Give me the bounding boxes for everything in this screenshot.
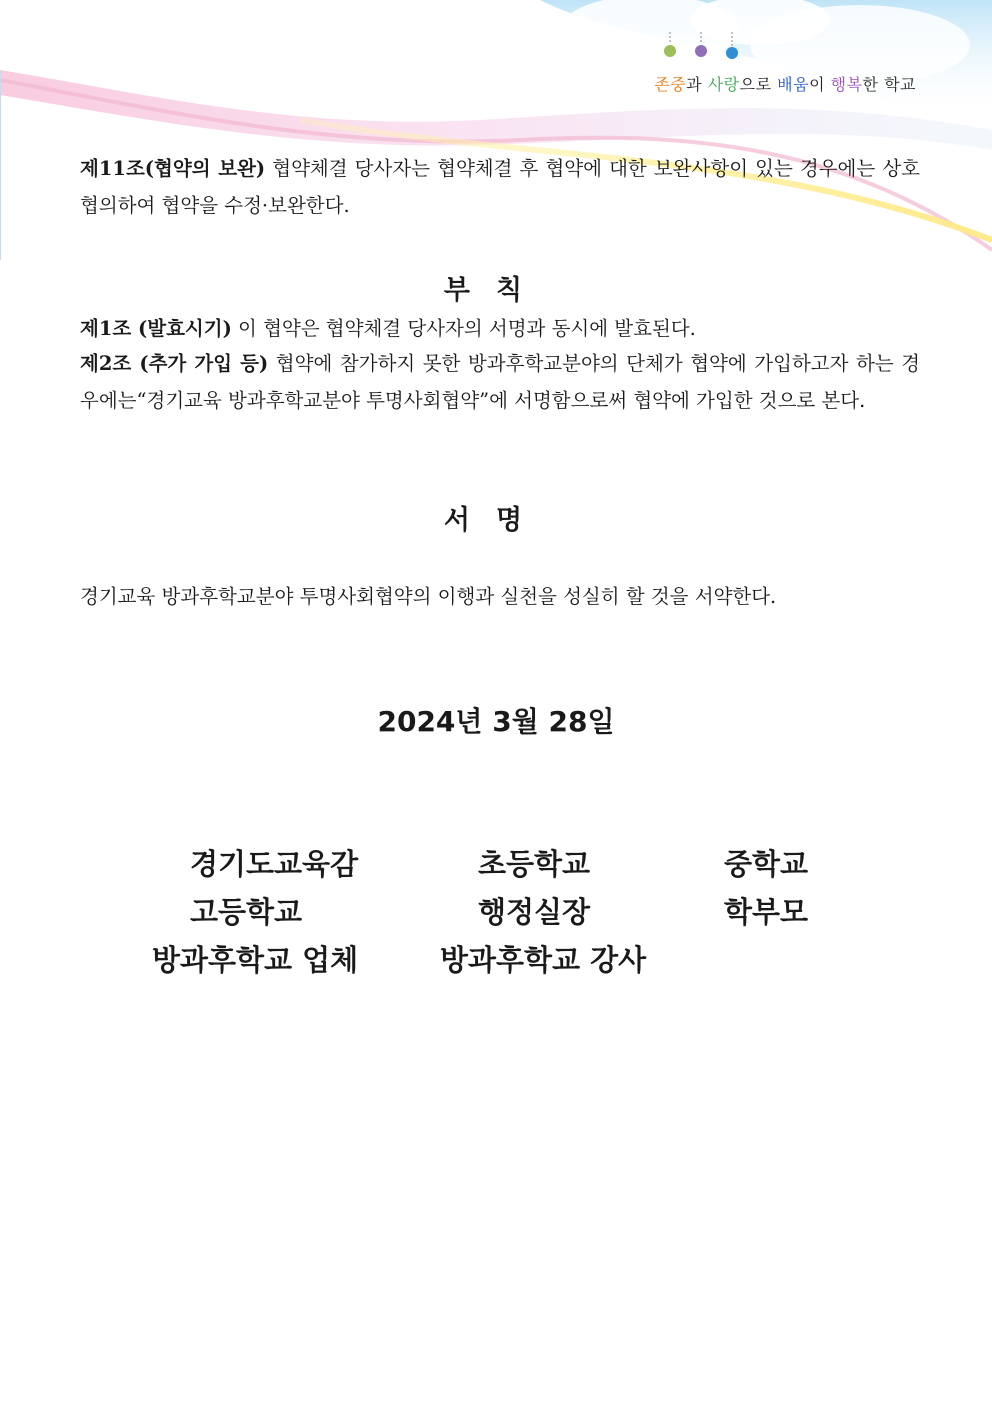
article-11-title: 제11조(협약의 보완) — [80, 157, 266, 180]
green-dot-icon — [664, 45, 676, 57]
signatory: 행정실장 — [478, 895, 591, 929]
supplementary-heading: 부칙 — [443, 275, 549, 306]
supplementary-article-1 — [80, 310, 920, 347]
motto-part: 사랑 — [707, 75, 740, 94]
signatory: 경기도교육감 — [190, 847, 359, 881]
article-11 — [80, 150, 920, 224]
pledge-text: 경기교육 방과후학교분야 투명사회협약의 이행과 실천을 성실히 할 것을 서약한다. — [80, 585, 777, 608]
supplementary-article-2 — [80, 345, 920, 419]
motto-part: 으로 — [739, 75, 778, 94]
signatory: 중학교 — [724, 847, 809, 881]
signatory: 방과후학교 강사 — [440, 943, 647, 977]
motto-part: 이 — [809, 75, 831, 94]
signatory: 학부모 — [724, 895, 809, 929]
motto-part: 존중 — [654, 75, 687, 94]
motto-part: 배움 — [777, 75, 810, 94]
motto-part: 행복 — [830, 75, 863, 94]
blue-dot-icon — [726, 47, 738, 59]
header-decoration — [0, 0, 992, 270]
article-1-title: 제1조 (발효시기) — [80, 317, 232, 340]
article-1-body: 이 협약은 협약체결 당사자의 서명과 동시에 발효된다. — [231, 317, 696, 340]
purple-dot-icon — [695, 45, 707, 57]
motto-part: 한 학교 — [862, 75, 916, 94]
signature-heading: 서명 — [443, 505, 549, 536]
article-2-body: 협약에 참가하지 못한 방과후학교분야의 단체가 협약에 가입하고자 하는 경우에는“경기교육 방과후학교분야 투명사회협약”에 서명함으로써 협약에 가입한 것으로 본다. — [80, 352, 921, 412]
signing-date: 2024년 3월 28일 — [377, 705, 615, 738]
signatory: 고등학교 — [190, 895, 303, 929]
signatory: 방과후학교 업체 — [152, 943, 359, 977]
article-11-body: 협약체결 당사자는 협약체결 후 협약에 대한 보완사항이 있는 경우에는 상호 협의하여 협약을 수정·보완한다. — [80, 157, 920, 217]
motto-part: 과 — [686, 75, 708, 94]
school-motto — [654, 72, 916, 95]
signatory: 초등학교 — [478, 847, 591, 881]
article-2-title: 제2조 (추가 가입 등) — [80, 352, 269, 375]
